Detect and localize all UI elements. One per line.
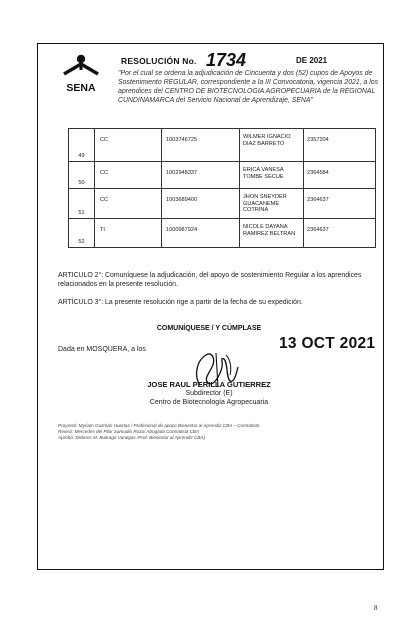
row-number: 49 — [69, 129, 95, 162]
date-stamp: 13 OCT 2021 — [279, 335, 376, 352]
signer-role: Subdirector (E) — [185, 390, 233, 397]
document-id: 1002948337 — [162, 162, 240, 189]
program-code: 2364584 — [304, 162, 376, 189]
beneficiary-name: WILMER IGNACIO DIAZ BARRETO — [240, 129, 304, 162]
program-code: 2357204 — [304, 129, 376, 162]
row-number: 51 — [69, 189, 95, 219]
document-id: 1003689400 — [162, 189, 240, 219]
comuniquese-heading: COMUNÍQUESE / Y CÚMPLASE — [156, 325, 262, 332]
document-type: CC — [95, 189, 162, 219]
svg-text:SENA: SENA — [66, 82, 96, 94]
table-row — [69, 189, 376, 219]
document-type: CC — [95, 162, 162, 189]
footer-reviewed: Revisó: Mercedes del Pilar Samudio Rozo/ Abogada Contratista CBA — [58, 429, 200, 435]
document-type: CC — [95, 129, 162, 162]
table-row — [69, 129, 376, 162]
signer-title — [0, 389, 418, 407]
row-number: 52 — [69, 219, 95, 248]
beneficiaries-table — [68, 128, 376, 248]
issued-place: Dada en MOSQUERA, a los — [58, 346, 146, 353]
footer-approved: Aprobó: Dickens M. Buitrago Vanegas /Prof. Bienestar al Aprendiz CBA) — [58, 435, 205, 441]
program-code: 2364637 — [304, 219, 376, 248]
table-row — [69, 162, 376, 189]
footer-credits — [58, 423, 259, 442]
beneficiary-name: JHON SNEYDER GUACANEME COTRINA — [240, 189, 304, 219]
sena-logo — [58, 50, 104, 96]
footer-projected: Proyectó: Myriam Guzmán Huertas / Profesional de apoyo Bienestar al Aprendiz CBA – Contratista — [58, 423, 260, 428]
resolution-year: DE 2021 — [296, 56, 328, 65]
document-id: 1000987924 — [162, 219, 240, 248]
signer-name: JOSE RAUL PERILLA GUTIERREZ — [147, 380, 271, 389]
article-3: ARTÍCULO 3°: La presente resolución rige a partir de la fecha de su expedición. — [58, 299, 303, 306]
beneficiary-name: ERICA VANESA TOMBE SECUE — [240, 162, 304, 189]
document-type: TI — [95, 219, 162, 248]
program-code: 2364637 — [304, 189, 376, 219]
resolution-label: RESOLUCIÓN No. — [121, 56, 197, 66]
row-number: 50 — [69, 162, 95, 189]
resolution-number: 1734 — [206, 50, 247, 70]
signer-center: Centro de Biotecnología Agropecuaria — [149, 399, 269, 406]
beneficiary-name: NICOLE DAYANA RAMIREZ BELTRAN — [240, 219, 304, 248]
resolution-preamble: "Por el cual se ordena la adjudicación de Cincuenta y dos (52) cupos de Apoyos de Sostenimiento REGULAR, correspondiente a la III Convocatoria, vigencia 2021, a los aprendices del CENTRO DE BIOTECNOLOGIA AGROPECUARIA de la REGIONAL CUNDINAMARCA del Servicio Nacional de Aprendizaje, SENA" — [118, 70, 379, 104]
page-number: 8 — [374, 604, 378, 612]
table-row — [69, 219, 376, 248]
document-id: 1003746725 — [162, 129, 240, 162]
article-2: ARTICULO 2°: Comuníquese la adjudicación, del apoyo de sostenimiento Regular a los aprendices relacionados en la presente resolución. — [58, 272, 362, 289]
